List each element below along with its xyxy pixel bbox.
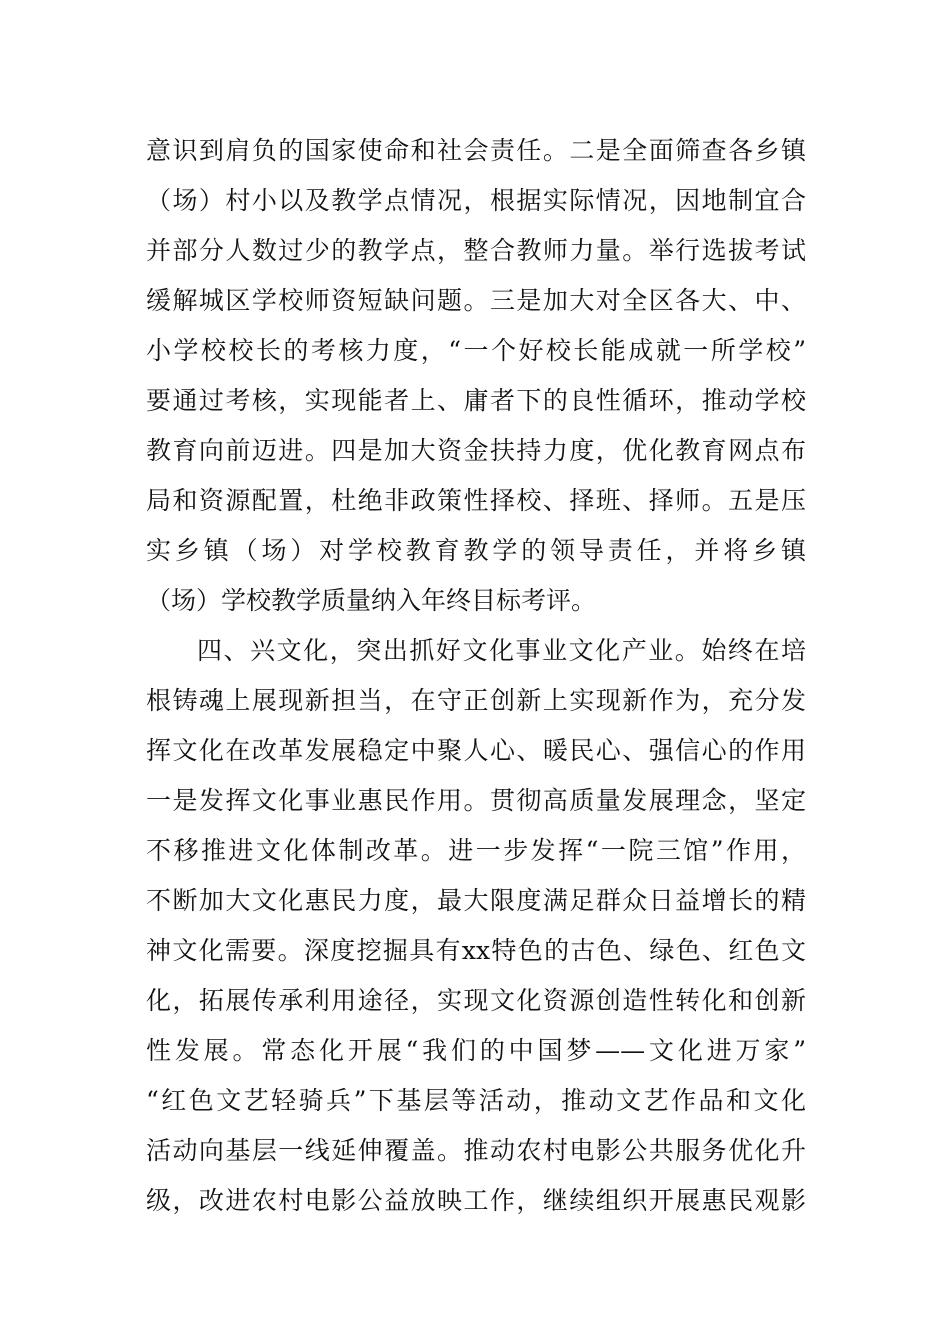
text-line: 活动向基层一线延伸覆盖。推动农村电影公共服务优化升 xyxy=(146,1136,806,1165)
text-line: “红色文艺轻骑兵”下基层等活动，推动文艺作品和文化 xyxy=(146,1086,806,1115)
text-line: 局和资源配置，杜绝非政策性择校、择班、择师。五是压 xyxy=(146,486,806,515)
text-line: 要通过考核，实现能者上、庸者下的良性循环，推动学校 xyxy=(146,386,806,415)
text-line: 小学校校长的考核力度，“一个好校长能成就一所学校” xyxy=(146,336,806,365)
text-line: 实乡镇（场）对学校教育教学的领导责任，并将乡镇 xyxy=(146,536,806,565)
text-line: 意识到肩负的国家使命和社会责任。二是全面筛查各乡镇 xyxy=(146,136,806,165)
text-line: 不断加大文化惠民力度，最大限度满足群众日益增长的精 xyxy=(146,886,806,915)
text-line: 并部分人数过少的教学点，整合教师力量。举行选拔考试 xyxy=(146,236,806,265)
text-line: 化，拓展传承利用途径，实现文化资源创造性转化和创新 xyxy=(146,986,806,1015)
text-line: 神文化需要。深度挖掘具有xx特色的古色、绿色、红色文 xyxy=(146,936,806,965)
text-line: 一是发挥文化事业惠民作用。贯彻高质量发展理念，坚定 xyxy=(146,786,806,815)
text-line: 教育向前迈进。四是加大资金扶持力度，优化教育网点布 xyxy=(146,436,806,465)
text-line: 挥文化在改革发展稳定中聚人心、暖民心、强信心的作用 xyxy=(146,736,806,765)
text-line: 缓解城区学校师资短缺问题。三是加大对全区各大、中、 xyxy=(146,286,806,315)
text-line: 性发展。常态化开展“我们的中国梦——文化进万家” xyxy=(146,1036,806,1065)
text-line: 不移推进文化体制改革。进一步发挥“一院三馆”作用， xyxy=(146,836,806,865)
text-line: （场）村小以及教学点情况，根据实际情况，因地制宜合 xyxy=(146,186,806,215)
text-line: 级，改进农村电影公益放映工作，继续组织开展惠民观影 xyxy=(146,1186,806,1215)
body-text xyxy=(146,126,806,1226)
text-line: （场）学校教学质量纳入年终目标考评。 xyxy=(146,586,597,615)
text-line: 根铸魂上展现新担当，在守正创新上实现新作为，充分发 xyxy=(146,686,806,715)
paragraph-heading-line: 四、兴文化，突出抓好文化事业文化产业。始终在培 xyxy=(197,636,806,665)
